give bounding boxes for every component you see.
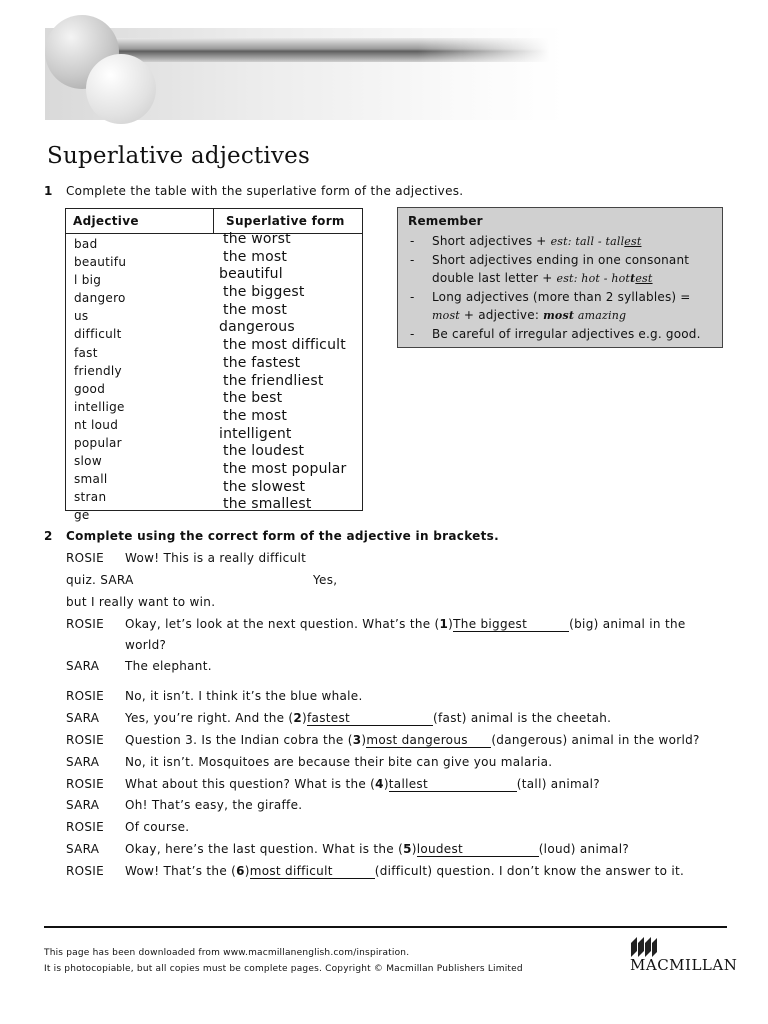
adjective-item: fast — [74, 345, 98, 360]
adjective-item: intellige — [74, 399, 125, 414]
superlative-item: the most — [223, 301, 288, 318]
speaker: ROSIE — [66, 689, 105, 703]
adjective-item: difficult — [74, 327, 122, 342]
dialogue-text: ) — [411, 842, 417, 856]
answer-gap-6[interactable]: most difficult — [250, 864, 375, 879]
rule-text: + adjective: — [459, 308, 544, 322]
dialogue-text: Wow! That’s the ( — [125, 864, 237, 878]
dialogue-text: Question 3. Is the Indian cobra the ( — [125, 733, 353, 747]
speaker: SARA — [66, 798, 100, 812]
dialogue-line: Of course. — [125, 820, 190, 834]
remember-box — [397, 207, 723, 348]
dialogue-text: (big) animal in the — [569, 617, 686, 631]
gap-number: 6 — [236, 864, 245, 878]
rule-dash: - — [410, 290, 415, 304]
dialogue-text: ) — [244, 864, 250, 878]
dialogue-text: ) — [302, 711, 308, 725]
dialogue-line: Yes, — [313, 573, 338, 587]
speaker: ROSIE — [66, 551, 105, 565]
rule-text: Short adjectives ending in one consonant — [432, 253, 690, 267]
rule-suffix: est — [550, 235, 568, 248]
gap-number: 4 — [375, 777, 384, 791]
speaker: ROSIE — [66, 864, 105, 878]
table-header-superlative: Superlative form — [226, 214, 345, 228]
dialogue-line: The elephant. — [125, 659, 212, 673]
adjective-item: slow — [74, 454, 102, 469]
rule-example-most: most — [543, 309, 575, 322]
dialogue-line: Wow! This is a really difficult — [125, 551, 307, 565]
rule-text: Be careful of irregular adjectives e.g. good. — [432, 327, 701, 341]
adjective-item: stran — [74, 490, 107, 505]
rule-example: amazing — [574, 309, 627, 322]
adjective-item: bad — [74, 237, 98, 251]
adjective-item: dangero — [74, 291, 126, 306]
superlative-table — [65, 208, 363, 523]
adjective-list — [74, 235, 126, 525]
dialogue-line — [125, 777, 600, 792]
speaker: SARA — [66, 659, 100, 673]
rule-dash: - — [410, 234, 415, 248]
speaker: ROSIE — [66, 617, 105, 631]
dialogue-text: (fast) animal is the cheetah. — [433, 711, 612, 725]
remember-rule — [410, 288, 716, 325]
rule-most: most — [432, 309, 460, 322]
superlative-item: the biggest — [223, 284, 305, 301]
rule-text: Long adjectives (more than 2 syllables) = — [432, 290, 691, 304]
dialogue-line — [125, 711, 611, 726]
superlative-item: the most difficult — [223, 337, 346, 354]
adjective-item: nt loud — [74, 417, 119, 432]
dialogue-text: (difficult) question. I don’t know the answer to it. — [374, 864, 685, 878]
superlative-item: beautiful — [219, 266, 283, 283]
dialogue-text: Okay, here’s the last question. What is the ( — [125, 842, 404, 856]
table-column-divider — [213, 209, 214, 233]
dialogue-line — [125, 842, 629, 857]
remember-rule — [410, 325, 716, 343]
superlative-item: the worst — [223, 231, 291, 247]
dialogue-line: No, it isn’t. Mosquitoes are because their bite can give you malaria. — [125, 755, 553, 769]
answer-gap-2[interactable]: fastest — [307, 711, 433, 726]
remember-title: Remember — [408, 214, 483, 228]
superlative-item: intelligent — [219, 425, 292, 442]
speaker: SARA — [66, 842, 100, 856]
dialogue-line-continued: world? — [125, 638, 167, 652]
header-sphere-small — [86, 54, 156, 124]
superlative-item: the fastest — [223, 354, 301, 371]
remember-rule — [410, 232, 716, 251]
rule-text: Short adjectives + — [432, 234, 551, 248]
superlative-item: dangerous — [219, 319, 295, 336]
superlative-item: the most — [223, 248, 288, 265]
dialogue-line — [125, 617, 686, 632]
exercise-2-number: 2 — [44, 529, 53, 543]
superlative-item: the most popular — [223, 460, 347, 477]
footer-rule — [44, 926, 727, 928]
footer-download-note: This page has been downloaded from www.macmillanenglish.com/inspiration. — [44, 948, 410, 958]
rule-dash: - — [410, 253, 415, 267]
adjective-item: small — [74, 472, 108, 487]
dialogue-text: (loud) animal? — [538, 842, 630, 856]
speaker: ROSIE — [66, 820, 105, 834]
speaker: SARA — [66, 711, 100, 725]
footer-copyright: It is photocopiable, but all copies must be complete pages. Copyright © Macmillan Publishers Limited — [44, 964, 523, 974]
gap-number: 1 — [439, 617, 449, 631]
adjective-item: good — [74, 381, 106, 396]
superlative-item: the friendliest — [223, 372, 324, 389]
dialogue-text: Okay, let’s look at the next question. What’s the ( — [125, 617, 440, 631]
adjective-item: l big — [74, 273, 102, 288]
speaker: SARA — [66, 755, 100, 769]
adjective-item: beautifu — [74, 255, 127, 270]
adjective-item: ge — [74, 508, 90, 523]
speaker: quiz. SARA — [66, 573, 134, 587]
rule-suffix: est — [556, 272, 574, 285]
dialogue-line: No, it isn’t. I think it’s the blue whale. — [125, 689, 363, 703]
gap-number: 5 — [403, 842, 412, 856]
speaker: ROSIE — [66, 733, 105, 747]
exercise-1-number: 1 — [44, 184, 53, 198]
header-bar — [110, 38, 550, 62]
dialogue-text: (tall) animal? — [516, 777, 600, 791]
answer-gap-5[interactable]: loudest — [417, 842, 539, 857]
dialogue-text: ) — [383, 777, 389, 791]
speaker: ROSIE — [66, 777, 105, 791]
rule-example: : tall - tall — [567, 235, 625, 248]
dialogue-text: (dangerous) animal in the world? — [491, 733, 700, 747]
remember-rules — [410, 232, 716, 343]
superlative-item: the loudest — [223, 443, 305, 460]
dialogue-text: Yes, you’re right. And the ( — [125, 711, 294, 725]
dialogue-text: What about this question? What is the ( — [125, 777, 376, 791]
macmillan-logo-icon — [630, 936, 658, 958]
dialogue-line — [125, 864, 684, 879]
superlative-item: the smallest — [223, 496, 312, 513]
rule-dash: - — [410, 327, 415, 341]
remember-rule — [410, 251, 716, 288]
rule-text: double last letter + — [432, 271, 557, 285]
dialogue-line: but I really want to win. — [66, 595, 216, 609]
answer-gap-3[interactable]: most dangerous — [366, 733, 491, 748]
gap-number: 3 — [352, 733, 362, 747]
macmillan-logo-text: MACMILLAN — [630, 956, 738, 974]
dialogue-line: Oh! That’s easy, the giraffe. — [125, 798, 303, 812]
superlative-list — [219, 231, 347, 514]
superlative-item: the slowest — [223, 478, 306, 495]
answer-gap-1[interactable]: The biggest — [453, 617, 569, 632]
table-header-adjective: Adjective — [73, 214, 139, 228]
adjective-item: friendly — [74, 363, 122, 378]
adjective-item: us — [74, 309, 89, 324]
adjective-item: popular — [74, 436, 122, 451]
rule-example-double: t — [630, 272, 636, 285]
dialogue-text: ) — [361, 733, 367, 747]
superlative-item: the best — [223, 390, 283, 407]
dialogue-line — [125, 733, 700, 748]
rule-example: : hot - hot — [573, 272, 631, 285]
answer-gap-4[interactable]: tallest — [389, 777, 517, 792]
exercise-1-instruction: Complete the table with the superlative form of the adjectives. — [66, 184, 464, 198]
dialogue-text: ) — [448, 617, 454, 631]
exercise-2-instruction: Complete using the correct form of the adjective in brackets. — [66, 529, 499, 543]
rule-example-suffix: est — [624, 235, 642, 248]
page-title: Superlative adjectives — [47, 143, 310, 169]
superlative-item: the most — [223, 407, 288, 424]
gap-number: 2 — [293, 711, 303, 725]
rule-example-suffix: est — [635, 272, 653, 285]
